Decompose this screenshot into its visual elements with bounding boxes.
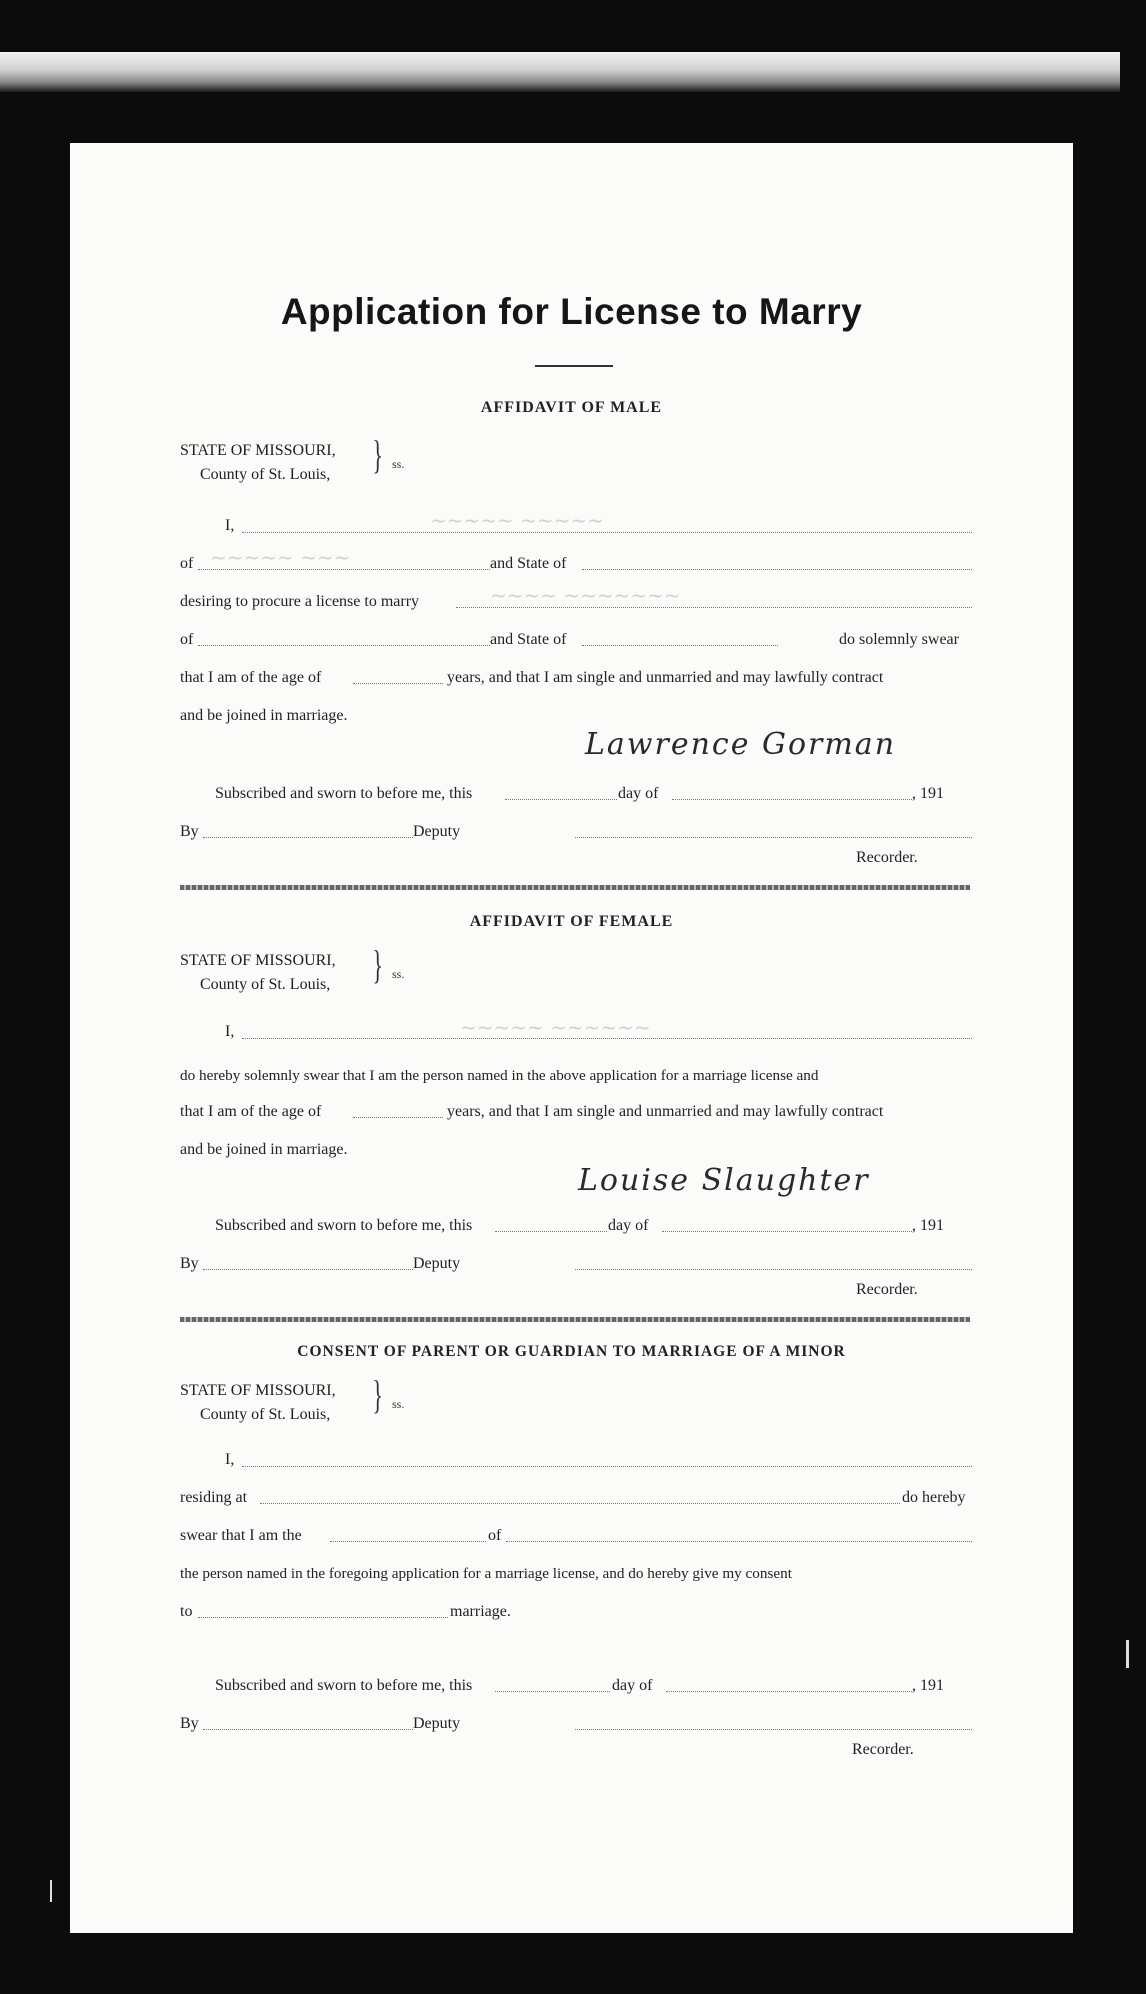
consent-to-label: to xyxy=(180,1603,193,1620)
female-day-of-label: day of xyxy=(608,1217,649,1234)
venue-brace: } xyxy=(372,432,383,477)
state-label: STATE OF MISSOURI, xyxy=(180,952,336,969)
male-name-line xyxy=(242,532,972,533)
male-recorder-label: Recorder. xyxy=(856,849,918,866)
female-subscribed-label: Subscribed and sworn to before me, this xyxy=(215,1217,473,1234)
male-solemnly-label: do solemnly swear xyxy=(839,631,959,648)
male-age-prefix: that I am of the age of xyxy=(180,669,322,686)
female-joined-label: and be joined in marriage. xyxy=(180,1141,348,1158)
female-name-faint: ~~~~~ ~~~~~~ xyxy=(460,1015,651,1039)
venue-brace: } xyxy=(372,1372,383,1417)
ss-label: ss. xyxy=(392,1397,405,1411)
consent-person-text: the person named in the foregoing application for a marriage license, and do hereby give my consent xyxy=(180,1565,792,1582)
male-year-label: , 191 xyxy=(912,785,944,802)
male-affidavit-heading: AFFIDAVIT OF MALE xyxy=(480,399,663,416)
consent-marriage-label: marriage. xyxy=(450,1603,511,1620)
state-label: STATE OF MISSOURI, xyxy=(180,1382,336,1399)
male-age-line xyxy=(353,683,443,684)
consent-of-label: of xyxy=(488,1527,502,1544)
county-label: County of St. Louis, xyxy=(200,466,331,483)
consent-residing-label: residing at xyxy=(180,1489,248,1506)
female-i-label: I, xyxy=(225,1023,235,1040)
male-and-state-label-2: and State of xyxy=(490,631,567,648)
male-i-label: I, xyxy=(225,517,235,534)
male-joined-label: and be joined in marriage. xyxy=(180,707,348,724)
consent-recorder-line xyxy=(575,1729,972,1730)
state-label: STATE OF MISSOURI, xyxy=(180,442,336,459)
consent-venue xyxy=(180,1379,336,1427)
female-state-line xyxy=(582,645,778,646)
scan-edge-mark xyxy=(1126,1640,1129,1668)
female-recorder-label: Recorder. xyxy=(856,1281,918,1298)
female-affidavit-heading: AFFIDAVIT OF FEMALE xyxy=(469,913,674,930)
consent-swear-label: swear that I am the xyxy=(180,1527,302,1544)
document-page xyxy=(70,143,1073,1933)
female-signature: Louise Slaughter xyxy=(578,1163,870,1198)
female-city-line xyxy=(198,645,490,646)
consent-i-label: I, xyxy=(225,1451,235,1468)
consent-by-label: By xyxy=(180,1715,199,1732)
county-label: County of St. Louis, xyxy=(200,976,331,993)
female-venue xyxy=(180,949,336,997)
male-of-label-2: of xyxy=(180,631,194,648)
section-divider xyxy=(180,885,970,890)
consent-deputy-line xyxy=(203,1729,413,1730)
male-deputy-label: Deputy xyxy=(413,823,461,840)
male-day-of-label: day of xyxy=(618,785,659,802)
consent-day-of-label: day of xyxy=(612,1677,653,1694)
consent-subscribed-label: Subscribed and sworn to before me, this xyxy=(215,1677,473,1694)
ss-label: ss. xyxy=(392,967,405,981)
female-by-label: By xyxy=(180,1255,199,1272)
male-and-state-label: and State of xyxy=(490,555,567,572)
female-deputy-line xyxy=(203,1269,413,1270)
scan-edge-mark xyxy=(50,1880,52,1902)
title-underline xyxy=(535,365,613,367)
female-recorder-line xyxy=(575,1269,972,1270)
consent-recorder-label: Recorder. xyxy=(852,1741,914,1758)
male-intended-line xyxy=(456,607,972,608)
male-by-label: By xyxy=(180,823,199,840)
female-deputy-label: Deputy xyxy=(413,1255,461,1272)
county-label: County of St. Louis, xyxy=(200,1406,331,1423)
consent-relation-line xyxy=(330,1541,486,1542)
consent-deputy-label: Deputy xyxy=(413,1715,461,1732)
male-signature: Lawrence Gorman xyxy=(585,727,897,762)
female-swear-text: do hereby solemnly swear that I am the person named in the above application for a marriage license and xyxy=(180,1067,819,1084)
consent-minor-line xyxy=(506,1541,972,1542)
male-intended-faint: ~~~~ ~~~~~~~ xyxy=(490,583,681,607)
consent-day-line xyxy=(495,1691,610,1692)
male-deputy-line xyxy=(203,837,413,838)
consent-name-line xyxy=(242,1466,972,1467)
male-recorder-line xyxy=(575,837,972,838)
male-age-suffix: years, and that I am single and unmarried and may lawfully contract xyxy=(447,669,884,686)
male-month-line xyxy=(672,799,912,800)
female-year-label: , 191 xyxy=(912,1217,944,1234)
male-state-line xyxy=(582,569,972,570)
male-name-faint: ~~~~~ ~~~~~ xyxy=(430,508,604,532)
consent-heading: CONSENT OF PARENT OR GUARDIAN TO MARRIAGE OF A MINOR xyxy=(297,1343,846,1360)
male-city-faint: ~~~~~ ~~~ xyxy=(210,545,351,569)
female-month-line xyxy=(662,1231,912,1232)
scan-border xyxy=(0,52,1120,92)
female-age-line xyxy=(353,1117,443,1118)
male-venue xyxy=(180,439,336,487)
consent-residence-line xyxy=(260,1503,900,1504)
female-day-line xyxy=(495,1231,607,1232)
male-of-label: of xyxy=(180,555,194,572)
female-age-prefix: that I am of the age of xyxy=(180,1103,322,1120)
male-city-line xyxy=(198,569,490,570)
ss-label: ss. xyxy=(392,457,405,471)
male-day-line xyxy=(505,799,617,800)
section-divider xyxy=(180,1317,970,1322)
consent-year-label: , 191 xyxy=(912,1677,944,1694)
venue-brace: } xyxy=(372,942,383,987)
male-subscribed-label: Subscribed and sworn to before me, this xyxy=(215,785,473,802)
male-desiring-label: desiring to procure a license to marry xyxy=(180,593,420,610)
page-title: Application for License to Marry xyxy=(280,291,863,332)
consent-to-line xyxy=(198,1617,448,1618)
consent-month-line xyxy=(666,1691,912,1692)
consent-do-hereby-label: do hereby xyxy=(902,1489,966,1506)
female-age-suffix: years, and that I am single and unmarried and may lawfully contract xyxy=(447,1103,884,1120)
